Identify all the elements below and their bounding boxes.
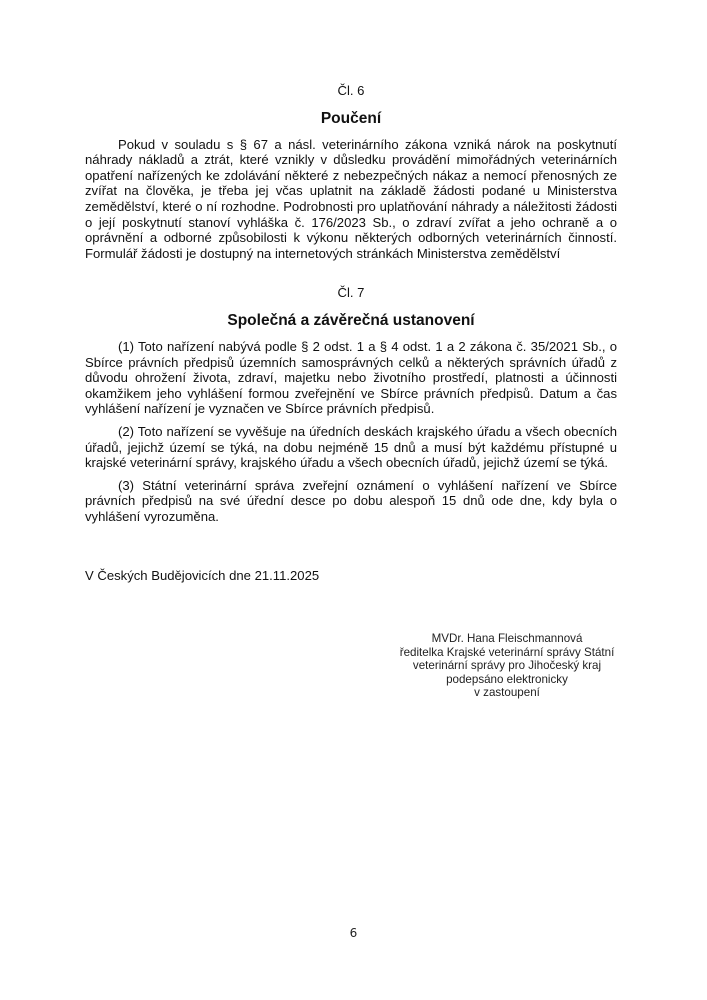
signature-note-electronic: podepsáno elektronicky bbox=[446, 672, 568, 686]
article-6-title: Poučení bbox=[320, 109, 382, 127]
article-7-paragraph-2: (2) Toto nařízení se vyvěšuje na úředních deskách krajského úřadu a všech obecních úřadů, jejichž území se týká, na dobu nejméně 15 dnů a musí být každému přístupné u krajské veterinární správy, krajského úřadu a všech obecních úřadů, jejichž území se týká. bbox=[85, 423, 617, 471]
signature-block bbox=[390, 632, 624, 700]
signature-note-on-behalf: v zastoupení bbox=[474, 686, 540, 700]
article-6-paragraph: Pokud v souladu s § 67 a násl. veterinárního zákona vzniká nárok na poskytnutí náhrady nákladů a ztrát, které vznikly v důsledku provádění mimořádných veterinárních opatření nařízených ke zdolávání některé z nebezpečných nákaz a nemocí přenosných ze zvířat na člověka, je třeba jej včas uplatnit na základě žádosti podané u Ministerstva zemědělství, které o ní rozhodne. Podrobnosti pro uplatňování náhrady a náležitosti žádosti o její poskytnutí stanoví vyhláška č. 176/2023 Sb., o zdraví zvířat a jeho ochraně a o oprávnění a odborné způsobilosti k výkonu některých odborných veterinárních činností. Formulář žádosti je dostupný na internetových stránkách Ministerstva zemědělství bbox=[85, 136, 617, 261]
signatory-title-line-2: veterinární správy pro Jihočeský kraj bbox=[412, 659, 602, 673]
document-body bbox=[85, 83, 617, 524]
article-6-number: Čl. 6 bbox=[337, 83, 365, 98]
page-number: 6 bbox=[349, 926, 358, 940]
article-7-number: Čl. 7 bbox=[337, 285, 365, 301]
signatory-title-line-1: ředitelka Krajské veterinární správy Státní bbox=[399, 645, 615, 659]
article-7-paragraph-1: (1) Toto nařízení nabývá podle § 2 odst. 1 a § 4 odst. 1 a 2 zákona č. 35/2021 Sb., o Sbírce právních předpisů územních samosprávných celků a některých správních úřadů z důvodu ohrožení života, zdraví, majetku nebo životního prostředí, platnosti a účinnosti okamžikem jeho vyhlášení formou zveřejnění ve Sbírce právních předpisů. Datum a čas vyhlášení nařízení je vyznačen ve Sbírce právních předpisů. bbox=[85, 338, 617, 417]
article-7-paragraph-3: (3) Státní veterinární správa zveřejní oznámení o vyhlášení nařízení ve Sbírce právních předpisů na své úřední desce po dobu alespoň 15 dnů ode dne, kdy byla o vyhlášení vyrozuměna. bbox=[85, 477, 617, 524]
signatory-name: MVDr. Hana Fleischmannová bbox=[431, 632, 583, 645]
article-7-title: Společná a závěrečná ustanovení bbox=[227, 311, 475, 329]
place-and-date: V Českých Budějovicích dne 21.11.2025 bbox=[85, 568, 320, 583]
